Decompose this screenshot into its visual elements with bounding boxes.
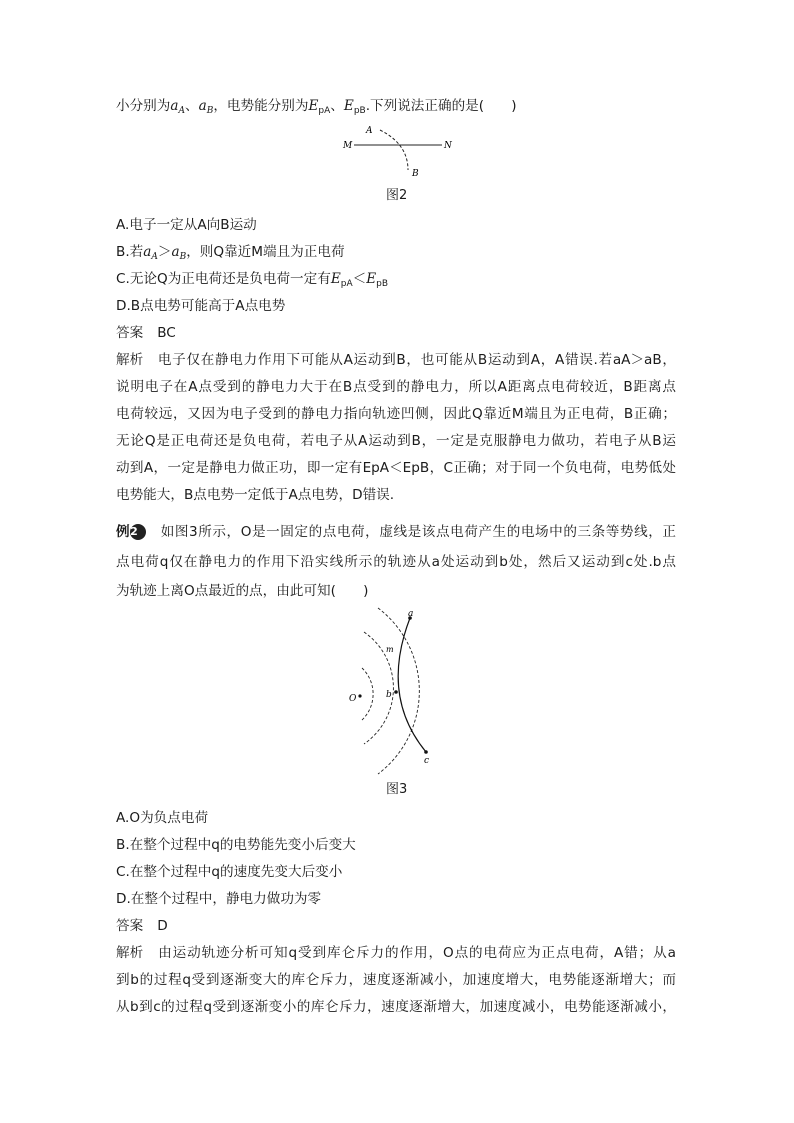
- q1-option-d: D.B点电势可能高于A点电势: [116, 298, 286, 314]
- point-b: [394, 690, 398, 694]
- label-A: A: [366, 126, 373, 136]
- q1-stem: 小分别为$a_A$、$a_B$，电势能分别为$E_{pA}$、$E_{pB}$.下列说法正确的是( ): [116, 98, 517, 116]
- figure-3-caption: 图3: [386, 782, 408, 797]
- q1-option-b: B.若$a_A>a_B$，则Q靠近M端且为正电荷: [116, 244, 345, 262]
- label-c: c: [424, 756, 430, 766]
- q1-analysis-line-4: 无论Q是正电荷还是负电荷，若电子从A运动到B，一定是克服静电力做功，若电子从B运: [116, 433, 676, 449]
- example-label: 例: [116, 524, 131, 540]
- label-B: B: [412, 169, 419, 179]
- label-O: O: [349, 694, 357, 704]
- q1-analysis-line-2: 说明电子在A点受到的静电力大于在B点受到的静电力，所以A距离点电荷较近，B距离点: [116, 379, 676, 395]
- answer-value: BC: [157, 325, 176, 341]
- label-N: N: [444, 141, 452, 151]
- analysis-label: 解析: [116, 352, 144, 368]
- q2-stem-line-1: 例2 如图3所示，O是一固定的点电荷，虚线是该点电荷产生的电场中的三条等势线，正: [116, 524, 676, 540]
- equipotential-inner: [362, 668, 373, 720]
- label-b: b: [386, 690, 392, 700]
- q2-analysis-line-1: 解析 由运动轨迹分析可知q受到库仑斥力的作用，O点的电荷应为正点电荷，A错；从a: [116, 945, 676, 961]
- q2-option-d: D.在整个过程中，静电力做功为零: [116, 891, 322, 907]
- q2-answer: [116, 916, 168, 936]
- answer-label: 答案: [116, 325, 144, 341]
- q2-option-a: A.O为负点电荷: [116, 810, 209, 826]
- point-c: [424, 750, 428, 754]
- q2-stem-line-3: 为轨迹上离O点最近的点，由此可知( ): [116, 583, 369, 599]
- figure-2: [336, 120, 466, 182]
- trajectory-abc: [398, 618, 426, 752]
- q2-option-b: B.在整个过程中q的电势能先变小后变大: [116, 837, 356, 853]
- q1-option-a: A.电子一定从A向B运动: [116, 217, 257, 233]
- q2-option-c: C.在整个过程中q的速度先变大后变小: [116, 864, 343, 880]
- example-number-badge: 2: [130, 524, 146, 540]
- analysis-label: 解析: [116, 945, 144, 961]
- label-m: m: [386, 645, 394, 654]
- q1-answer: [116, 323, 176, 343]
- q1-analysis-line-1: 解析 电子仅在静电力作用下可能从A运动到B，也可能从B运动到A，A错误.若aA＞aB，: [116, 352, 676, 368]
- q2-analysis-line-2: 到b的过程q受到逐渐变大的库仑斥力，速度逐渐减小，加速度增大，电势能逐渐增大；而: [116, 972, 676, 988]
- q1-analysis-line-6: 电势能大，B点电势一定低于A点电势，D错误.: [116, 487, 395, 503]
- q2-stem-line-2: 点电荷q仅在静电力的作用下沿实线所示的轨迹从a处运动到b处，然后又运动到c处.b点: [116, 554, 676, 570]
- label-a: a: [408, 609, 414, 619]
- q1-analysis-line-3: 电荷较远，又因为电子受到的静电力指向轨迹凹侧，因此Q靠近M端且为正电荷，B正确；: [116, 406, 676, 422]
- figure-3: [340, 606, 460, 776]
- q1-option-c: C.无论Q为正电荷还是负电荷一定有$E_{pA}<E_{pB}$: [116, 271, 389, 289]
- answer-value: D: [157, 918, 168, 934]
- q2-analysis-line-3: 从b到c的过程q受到逐渐变小的库仑斥力，速度逐渐增大，加速度减小，电势能逐渐减小，: [116, 999, 676, 1015]
- trajectory-ab: [380, 130, 408, 170]
- q1-analysis-line-5: 动到A，一定是静电力做正功，即一定有EpA＜EpB，C正确；对于同一个负电荷，电势低处: [116, 460, 676, 476]
- figure-2-caption: 图2: [386, 188, 408, 203]
- label-M: M: [343, 141, 353, 151]
- point-O: [358, 694, 361, 697]
- answer-label: 答案: [116, 918, 144, 934]
